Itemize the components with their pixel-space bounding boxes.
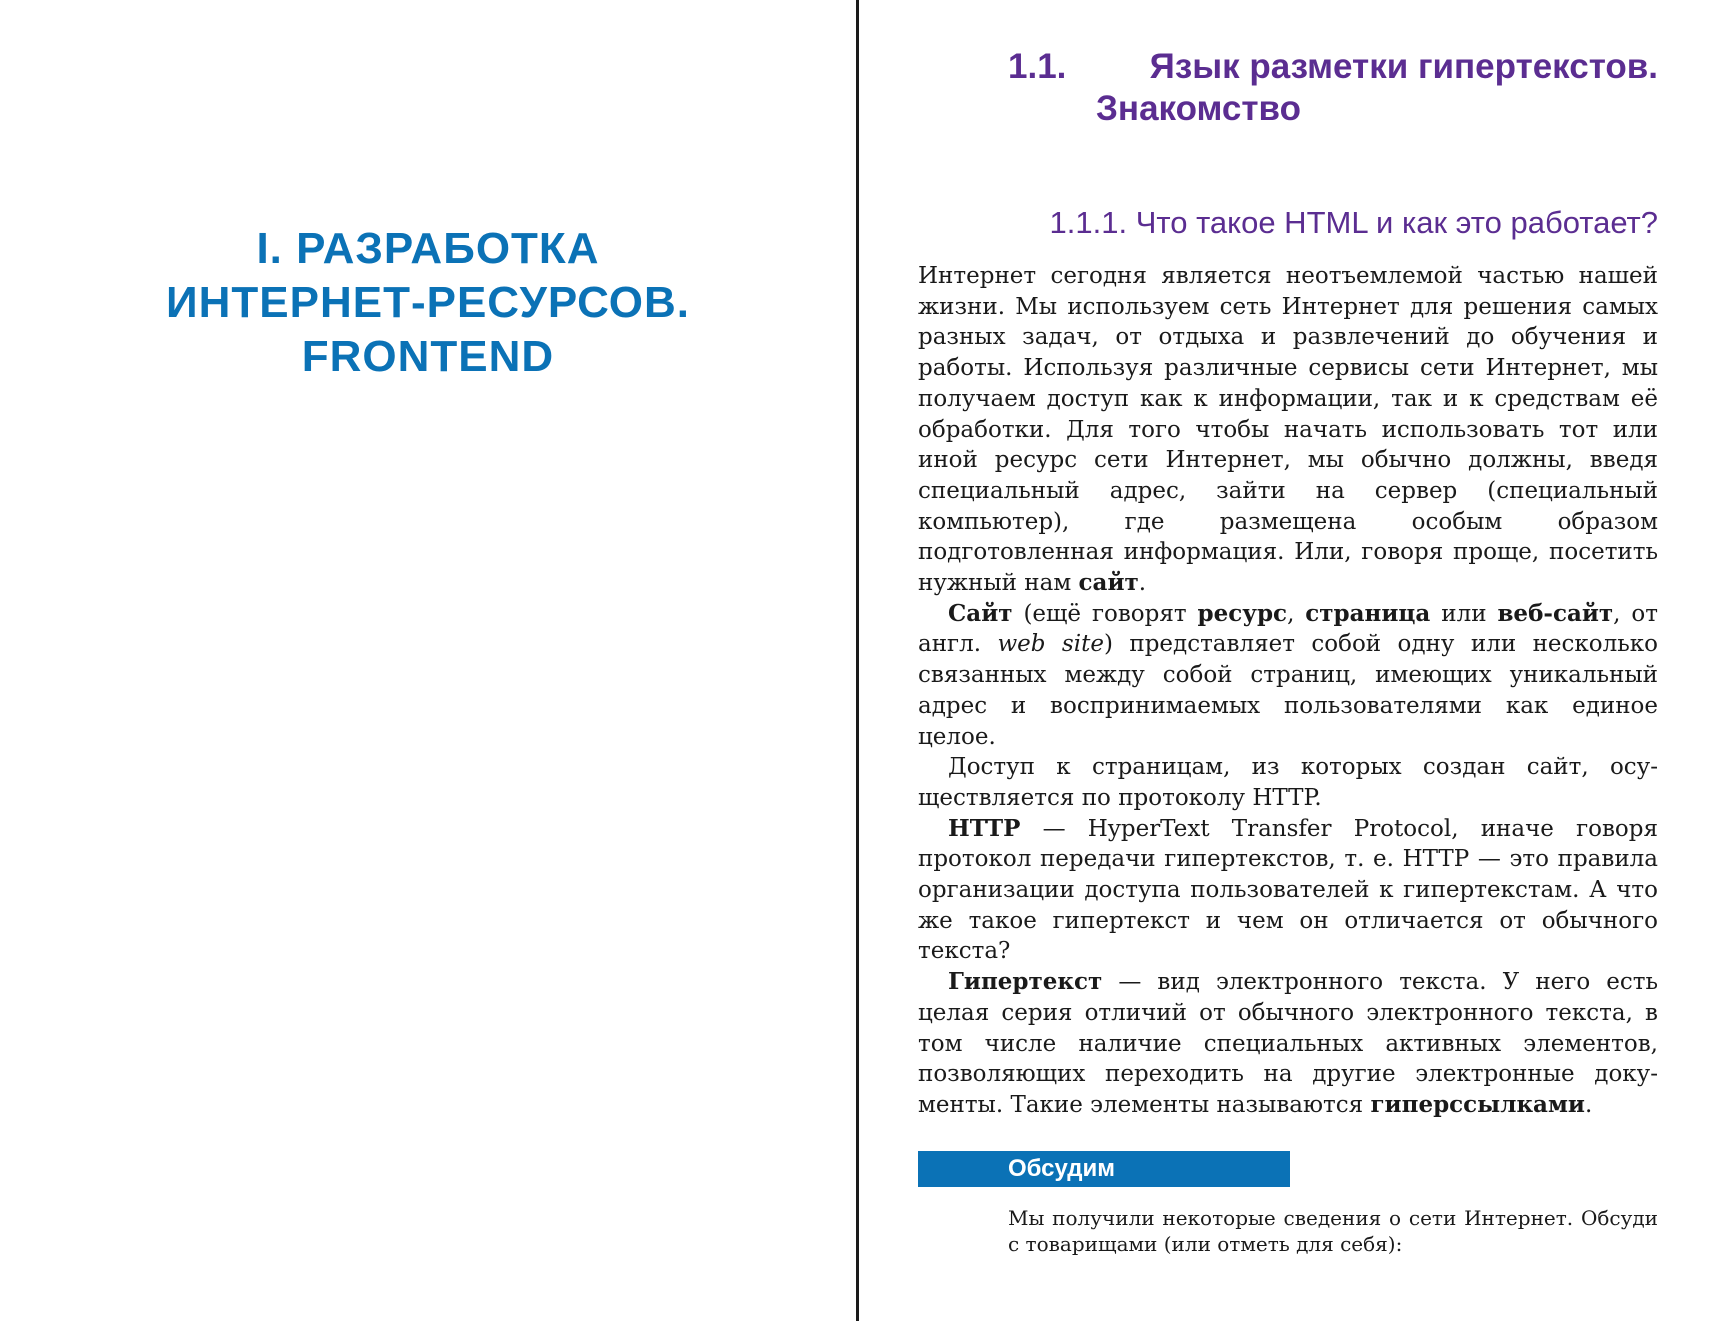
bold-term: ресурс <box>1197 599 1288 627</box>
section-number: 1.1. <box>1008 47 1067 86</box>
italic-term: web site <box>997 631 1104 658</box>
discuss-heading-bar: Обсудим <box>918 1151 1290 1187</box>
bold-term: гиперссылками <box>1370 1090 1585 1118</box>
text-run: . <box>1585 1091 1593 1118</box>
right-page <box>918 0 1658 1321</box>
part-title-line: I. РАЗРАБОТКА <box>256 224 600 273</box>
discuss-text: Мы получили некоторые сведения о сети Интернет. Обсуди с товарищами (или отметь для себя): <box>1008 1206 1658 1256</box>
page-gutter-divider <box>856 0 859 1321</box>
paragraph <box>918 599 1658 753</box>
text-run: Доступ к страницам, из которых создан сайт, осуществляется по протоколу HTTP. <box>918 754 1658 811</box>
text-run: — вид электронного текста. У него есть целая серия отличий от обычного электронного текста, в том числе наличие специальных активных элементов, позволяющих переходить на другие электронные документы. Такие элементы называются <box>918 969 1658 1118</box>
part-title <box>0 222 856 384</box>
part-title-line: ИНТЕРНЕТ-РЕСУРСОВ. <box>165 278 691 327</box>
paragraph <box>918 752 1658 813</box>
section-title-row <box>1008 46 1658 88</box>
text-run: или <box>1430 600 1498 627</box>
bold-term: HTTP <box>948 814 1021 842</box>
bold-term: веб-сайт <box>1497 599 1614 627</box>
text-run: — HyperText Transfer Protocol, иначе говоря протокол передачи гипертекстов, т. е. HTTP — это правила организации доступа пользователей к гипертекстам. А что же такое гипертекст и чем он отличается от обычного текста? <box>918 815 1658 965</box>
text-run: . <box>1138 570 1147 597</box>
body-text <box>918 261 1658 1121</box>
text-run: (ещё говорят <box>1012 600 1198 627</box>
bold-term: Гипертекст <box>948 968 1103 996</box>
text-run: ) представляет собой одну или несколько связанных между собой страниц, имеющих уникальный адрес и воспринимаемых пользователями как единое целое. <box>918 631 1658 750</box>
bold-term: страница <box>1305 599 1431 627</box>
paragraph <box>918 261 1658 599</box>
part-title-line: FRONTEND <box>301 332 555 381</box>
bold-term: сайт <box>1078 569 1139 597</box>
bold-term: Сайт <box>948 599 1013 627</box>
subsection-title: 1.1.1. Что такое HTML и как это работает? <box>1049 205 1658 240</box>
paragraph <box>918 814 1658 968</box>
section-title-line2: Знакомство <box>1096 89 1301 128</box>
text-run: Интернет сегодня является неотъемлемой частью нашей жизни. Мы используем сеть Интернет для решения самых разных задач, от отдыха и развлечений до обучения и работы. Используя различные сервисы сети Интернет, мы получаем доступ как к информации, так и к средствам её обработки. Для того чтобы начать использовать тот или иной ресурс сети Интернет, мы обычно должны, введя специальный адрес, зайти на сервер (специальный компьютер), где размещена особым образом подготовленная информация. Или, говоря проще, посетить нужный нам <box>918 263 1658 597</box>
paragraph <box>918 967 1658 1121</box>
section-title-line1: Язык разметки гипертекстов. <box>1149 47 1658 86</box>
text-run: , от англ. <box>918 600 1658 658</box>
section-title <box>1008 46 1658 130</box>
text-run: , <box>1287 600 1306 627</box>
